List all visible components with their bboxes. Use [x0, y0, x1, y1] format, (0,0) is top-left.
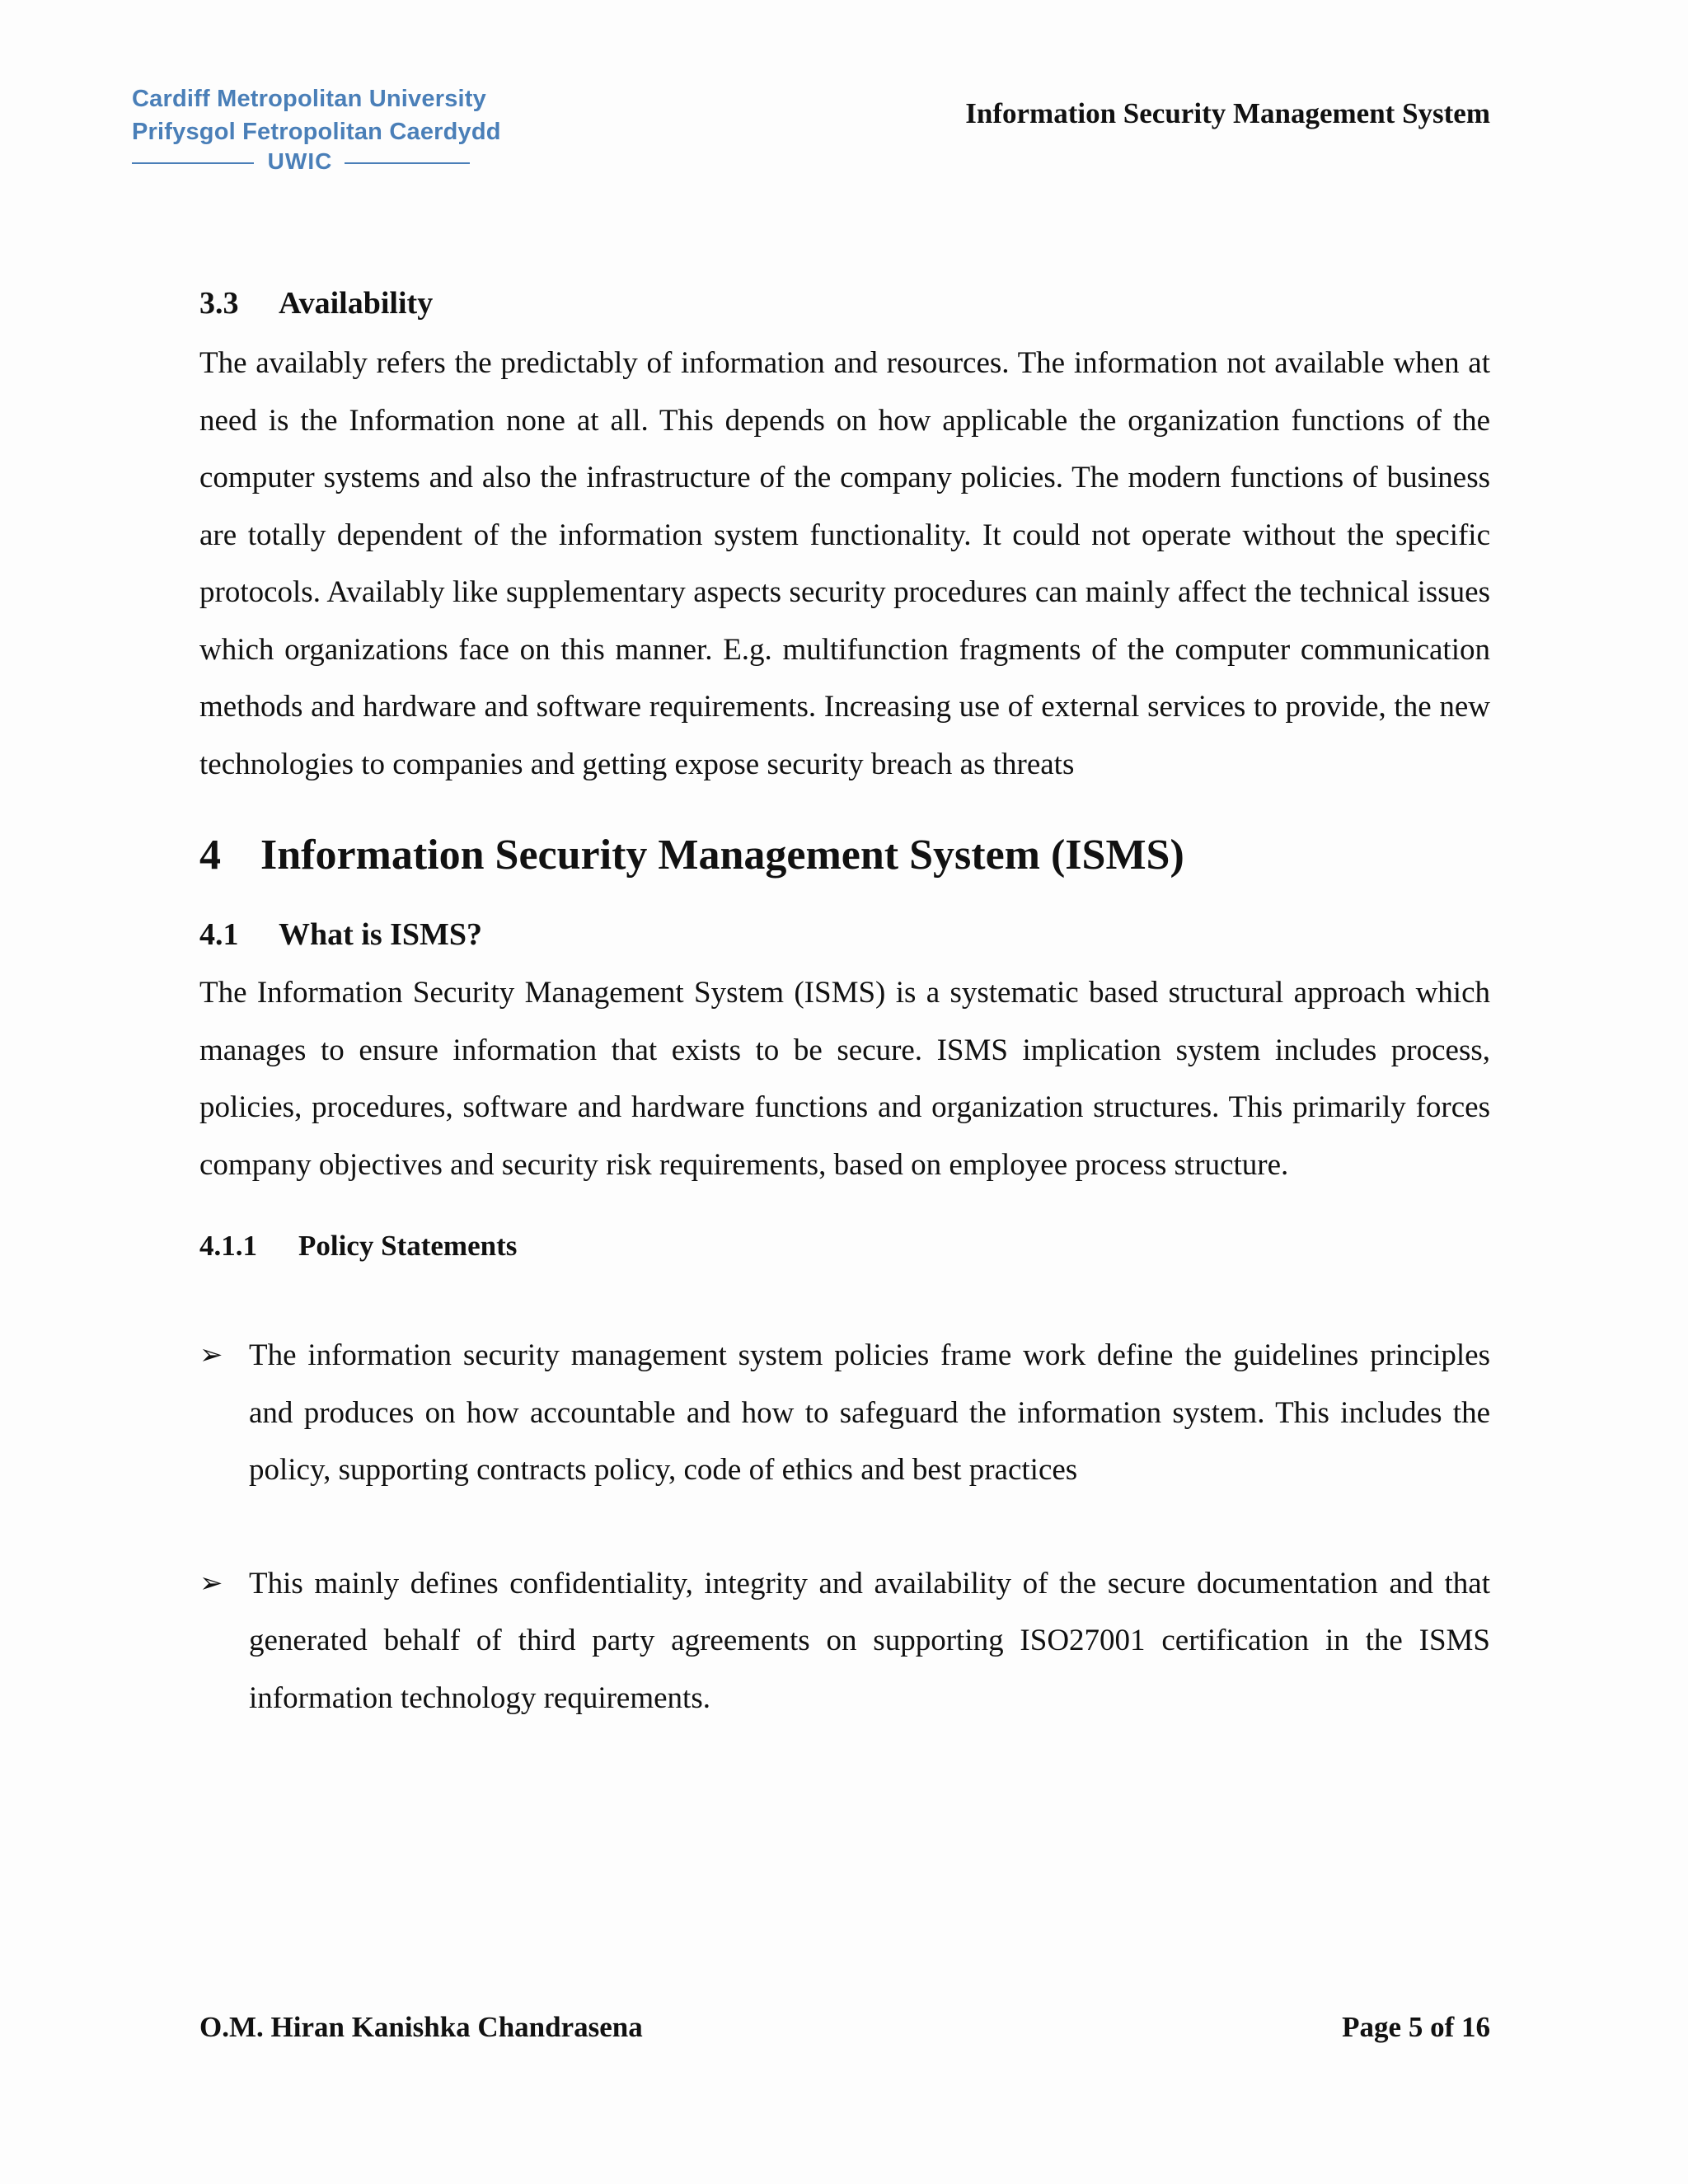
availability-paragraph: The availably refers the predictably of information and resources. The information not available when at need is the Information none at all. This depends on how applicable the organization functions of the computer systems and also the infrastructure of the company policies. The modern functions of business are totally dependent of the information system functionality. It could not operate without the specific protocols. Availably like supplementary aspects security procedures can mainly affect the technical issues which organizations face on this manner. E.g. multifunction fragments of the computer communication methods and hardware and software requirements. Increasing use of external services to provide, the new technologies to companies and getting expose security breach as threats: [199, 346, 1490, 781]
university-logo: [132, 82, 501, 181]
list-item-text: The information security management system policies frame work define the guidelines principles and produces on how accountable and how to safeguard the information system. This includes the policy, supporting contracts policy, code of ethics and best practices: [249, 1338, 1490, 1487]
heading-4-1: [199, 910, 1490, 959]
what-is-isms-paragraph: The Information Security Management System (ISMS) is a systematic based structural approach which manages to ensure information that exists to be secure. ISMS implication system includes process, policies, procedures, software and hardware functions and organization structures. This primarily forces company objectives and security risk requirements, based on employee process structure.: [199, 976, 1490, 1182]
heading-title: Policy Statements: [298, 1230, 518, 1262]
list-item-text: This mainly defines confidentiality, integrity and availability of the secure documentation and that generated behalf of third party agreements on supporting ISO27001 certification in the ISMS information technology requirements.: [249, 1566, 1490, 1715]
logo-rule-left: [132, 162, 254, 164]
heading-number: 4.1.1: [199, 1230, 257, 1262]
footer-author: O.M. Hiran Kanishka Chandrasena: [199, 2011, 643, 2043]
heading-title: Information Security Management System (ISMS): [260, 832, 1184, 879]
arrow-bullet-icon: ➢: [199, 1338, 223, 1371]
heading-number: 4.1: [199, 917, 239, 952]
logo-mark: UWIC: [267, 148, 333, 174]
list-item: [199, 1555, 1490, 1727]
heading-title: Availability: [279, 286, 434, 321]
heading-number: 4: [199, 832, 221, 879]
heading-4: [199, 823, 1490, 888]
heading-number: 3.3: [199, 286, 239, 321]
arrow-bullet-icon: ➢: [199, 1566, 223, 1600]
logo-rule-right: [345, 162, 470, 164]
running-header-title: Information Security Management System: [965, 97, 1490, 129]
logo-line-english: Cardiff Metropolitan University: [132, 86, 486, 112]
page-content: [199, 279, 1490, 1727]
logo-line-welsh: Prifysgol Fetropolitan Caerdydd: [132, 119, 501, 145]
footer-page-number: Page 5 of 16: [1342, 2011, 1490, 2043]
logo-rule: [132, 150, 478, 175]
heading-4-1-1: [199, 1221, 1490, 1271]
heading-title: What is ISMS?: [279, 917, 483, 952]
heading-3-3: [199, 279, 1490, 328]
list-item: [199, 1327, 1490, 1499]
